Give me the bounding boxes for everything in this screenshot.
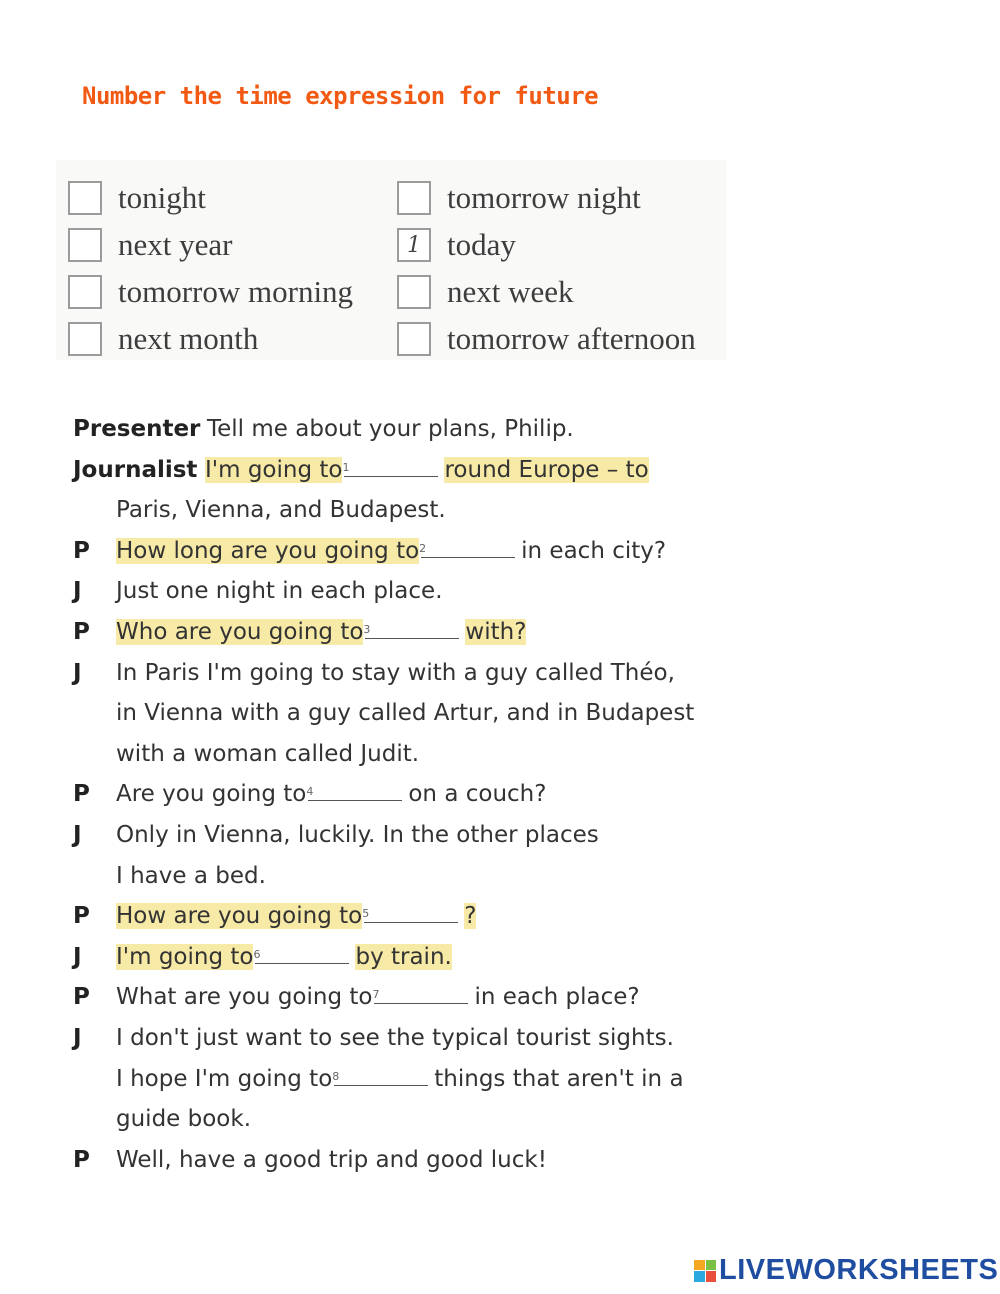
number-input-box[interactable]: 1 xyxy=(397,228,431,262)
speaker-label: J xyxy=(73,659,82,686)
number-input-box[interactable] xyxy=(68,228,102,262)
answer-blank-input[interactable] xyxy=(334,1067,428,1086)
number-input-box[interactable] xyxy=(68,322,102,356)
dialogue-line xyxy=(73,660,675,696)
liveworksheets-logo xyxy=(694,1254,998,1287)
expression-label: tomorrow night xyxy=(447,180,641,215)
dialogue-text: How long are you going to xyxy=(116,537,420,564)
speaker-label: P xyxy=(73,903,90,930)
dialogue-text: Paris, Vienna, and Budapest. xyxy=(116,497,446,524)
dialogue-text: Only in Vienna, luckily. In the other places xyxy=(116,822,599,848)
blank-number: 8 xyxy=(332,1069,340,1083)
logo-text: LIVEWORKSHEETS xyxy=(719,1254,999,1286)
speaker-label: J xyxy=(73,578,82,605)
dialogue-text: in each place? xyxy=(474,984,640,1011)
dialogue-line xyxy=(73,863,266,899)
dialogue-line xyxy=(73,700,694,736)
expression-label: tomorrow afternoon xyxy=(447,321,696,356)
answer-blank-input[interactable] xyxy=(365,620,459,639)
dialogue-line xyxy=(73,741,419,777)
expression-item xyxy=(68,319,258,359)
time-expressions-panel xyxy=(56,160,726,360)
dialogue-text: guide book. xyxy=(116,1106,252,1133)
speaker-label: P xyxy=(73,537,90,564)
blank-number: 4 xyxy=(306,785,314,799)
dialogue-line xyxy=(73,1147,547,1183)
blank-number: 5 xyxy=(362,907,370,921)
dialogue-text: Well, have a good trip and good luck! xyxy=(116,1146,547,1173)
dialogue-line xyxy=(73,578,443,614)
dialogue-line xyxy=(73,944,452,980)
dialogue-line xyxy=(73,538,666,574)
dialogue-line xyxy=(73,984,640,1020)
expression-label: next week xyxy=(447,274,574,309)
dialogue-text: What are you going to xyxy=(116,984,373,1011)
expression-item xyxy=(68,272,353,312)
dialogue-line xyxy=(73,619,526,655)
expression-item xyxy=(397,319,696,359)
dialogue-text: I hope I'm going to xyxy=(116,1065,333,1092)
number-input-box[interactable] xyxy=(397,275,431,309)
dialogue-text: round Europe – to xyxy=(444,456,649,483)
dialogue-text: I don't just want to see the typical tourist sights. xyxy=(116,1025,674,1051)
expression-item xyxy=(68,225,232,265)
answer-blank-input[interactable] xyxy=(374,985,468,1004)
speaker-label: Presenter xyxy=(73,416,201,442)
worksheet-title: Number the time expression for future xyxy=(82,82,599,110)
blank-number: 7 xyxy=(372,988,380,1002)
blank-number: 3 xyxy=(363,623,371,636)
answer-blank-input[interactable] xyxy=(344,458,438,477)
dialogue-text: with? xyxy=(465,619,527,645)
dialogue-line xyxy=(73,1106,251,1142)
expression-label: tomorrow morning xyxy=(118,274,354,309)
speaker-label: J xyxy=(73,1025,82,1051)
dialogue-text: How are you going to xyxy=(116,903,363,930)
dialogue-text: I'm going to xyxy=(116,943,254,970)
expression-label: tonight xyxy=(118,180,206,215)
speaker-label: P xyxy=(73,781,90,808)
number-input-box[interactable] xyxy=(68,275,102,309)
dialogue-line xyxy=(73,903,476,939)
dialogue-text: Just one night in each place. xyxy=(116,578,443,605)
number-input-box[interactable] xyxy=(397,322,431,356)
speaker-label: P xyxy=(73,984,90,1011)
logo-mark-icon xyxy=(694,1260,716,1282)
speaker-label: P xyxy=(73,1146,90,1173)
number-input-box[interactable] xyxy=(68,181,102,215)
expression-label: next year xyxy=(118,227,233,262)
expression-item xyxy=(68,178,206,218)
dialogue-line xyxy=(73,416,574,452)
blank-number: 6 xyxy=(253,947,261,961)
speaker-label: J xyxy=(73,943,82,970)
answer-blank-input[interactable] xyxy=(308,782,402,801)
dialogue-text: Tell me about your plans, Philip. xyxy=(207,416,574,442)
dialogue-text: by train. xyxy=(355,943,452,970)
dialogue-text: with a woman called Judit. xyxy=(116,740,420,767)
answer-blank-input[interactable] xyxy=(421,539,515,558)
speaker-label: P xyxy=(73,619,90,645)
speaker-label: J xyxy=(73,822,82,848)
dialogue-text: things that aren't in a xyxy=(434,1065,684,1092)
speaker-label: Journalist xyxy=(73,456,198,483)
expression-item xyxy=(397,272,574,312)
answer-blank-input[interactable] xyxy=(364,904,458,923)
dialogue-text: ? xyxy=(464,903,477,930)
dialogue-line xyxy=(73,457,649,493)
dialogue-text: Are you going to xyxy=(116,781,307,808)
dialogue-line xyxy=(73,781,546,817)
expression-label: next month xyxy=(118,321,259,356)
dialogue-text: in Vienna with a guy called Artur, and in Budapest xyxy=(116,700,695,727)
dialogue-text: I'm going to xyxy=(205,456,343,483)
number-input-box[interactable] xyxy=(397,181,431,215)
blank-number: 2 xyxy=(419,541,427,555)
dialogue-text: In Paris I'm going to stay with a guy called Théo, xyxy=(116,659,675,686)
dialogue-text: I have a bed. xyxy=(116,862,266,889)
dialogue-line xyxy=(73,497,446,533)
expression-label: today xyxy=(447,227,516,262)
blank-number: 1 xyxy=(342,460,350,474)
dialogue-line xyxy=(73,1066,684,1102)
dialogue-text: in each city? xyxy=(521,537,667,564)
dialogue-text: Who are you going to xyxy=(116,619,364,645)
answer-blank-input[interactable] xyxy=(255,945,349,964)
dialogue-line xyxy=(73,822,599,858)
dialogue-line xyxy=(73,1025,674,1061)
dialogue-text: on a couch? xyxy=(408,781,547,808)
expression-item xyxy=(397,178,641,218)
expression-item xyxy=(397,225,516,265)
